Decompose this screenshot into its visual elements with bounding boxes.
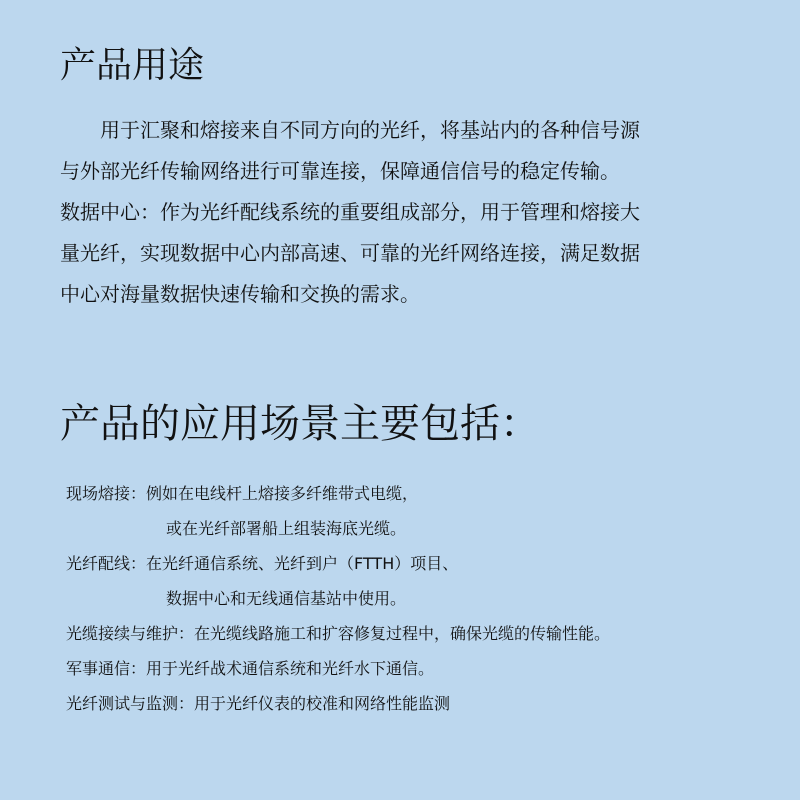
usage-paragraph-line: 量光纤，实现数据中心内部高速、可靠的光纤网络连接，满足数据: [60, 241, 640, 265]
list-item: [66, 651, 786, 686]
scenario-text: 在光缆线路施工和扩容修复过程中，确保光缆的传输性能。: [194, 624, 611, 643]
list-item-continuation: [66, 581, 786, 616]
scenario-label: 光缆接续与维护：: [66, 624, 195, 643]
section-title-scenarios: 产品的应用场景主要包括：: [60, 401, 540, 447]
scenario-label: 光纤测试与监测：: [66, 694, 195, 713]
list-item: [66, 616, 786, 651]
usage-paragraph-line: 用于汇聚和熔接来自不同方向的光纤，将基站内的各种信号源: [100, 118, 640, 142]
usage-paragraph-line: 中心对海量数据快速传输和交换的需求。: [60, 282, 420, 306]
scenario-list: [66, 476, 786, 721]
usage-paragraph-data-center: [60, 192, 750, 315]
scenario-label: 军事通信：: [66, 659, 147, 678]
scenario-text: 在光纤通信系统、光纤到户（FTTH）项目、: [146, 554, 459, 573]
usage-paragraph-line: 数据中心：作为光纤配线系统的重要组成部分，用于管理和熔接大: [60, 200, 640, 224]
scenario-text: 用于光纤战术通信系统和光纤水下通信。: [146, 659, 435, 678]
list-item: [66, 546, 786, 581]
list-item: [66, 476, 786, 511]
section-title-usage: 产品用途: [60, 45, 205, 86]
scenario-text: 例如在电线杆上熔接多纤维带式电缆，: [146, 484, 419, 503]
list-item: [66, 686, 786, 721]
scenario-text: 用于光纤仪表的校准和网络性能监测: [194, 694, 451, 713]
scenario-label: 光纤配线：: [66, 554, 147, 573]
scenario-text: 或在光纤部署船上组装海底光缆。: [166, 519, 407, 538]
usage-paragraph-line: 与外部光纤传输网络进行可靠连接，保障通信信号的稳定传输。: [60, 159, 620, 183]
scenario-text: 数据中心和无线通信基站中使用。: [166, 589, 407, 608]
usage-paragraph-base-station: [60, 110, 750, 192]
list-item-continuation: [66, 511, 786, 546]
scenario-label: 现场熔接：: [66, 484, 147, 503]
